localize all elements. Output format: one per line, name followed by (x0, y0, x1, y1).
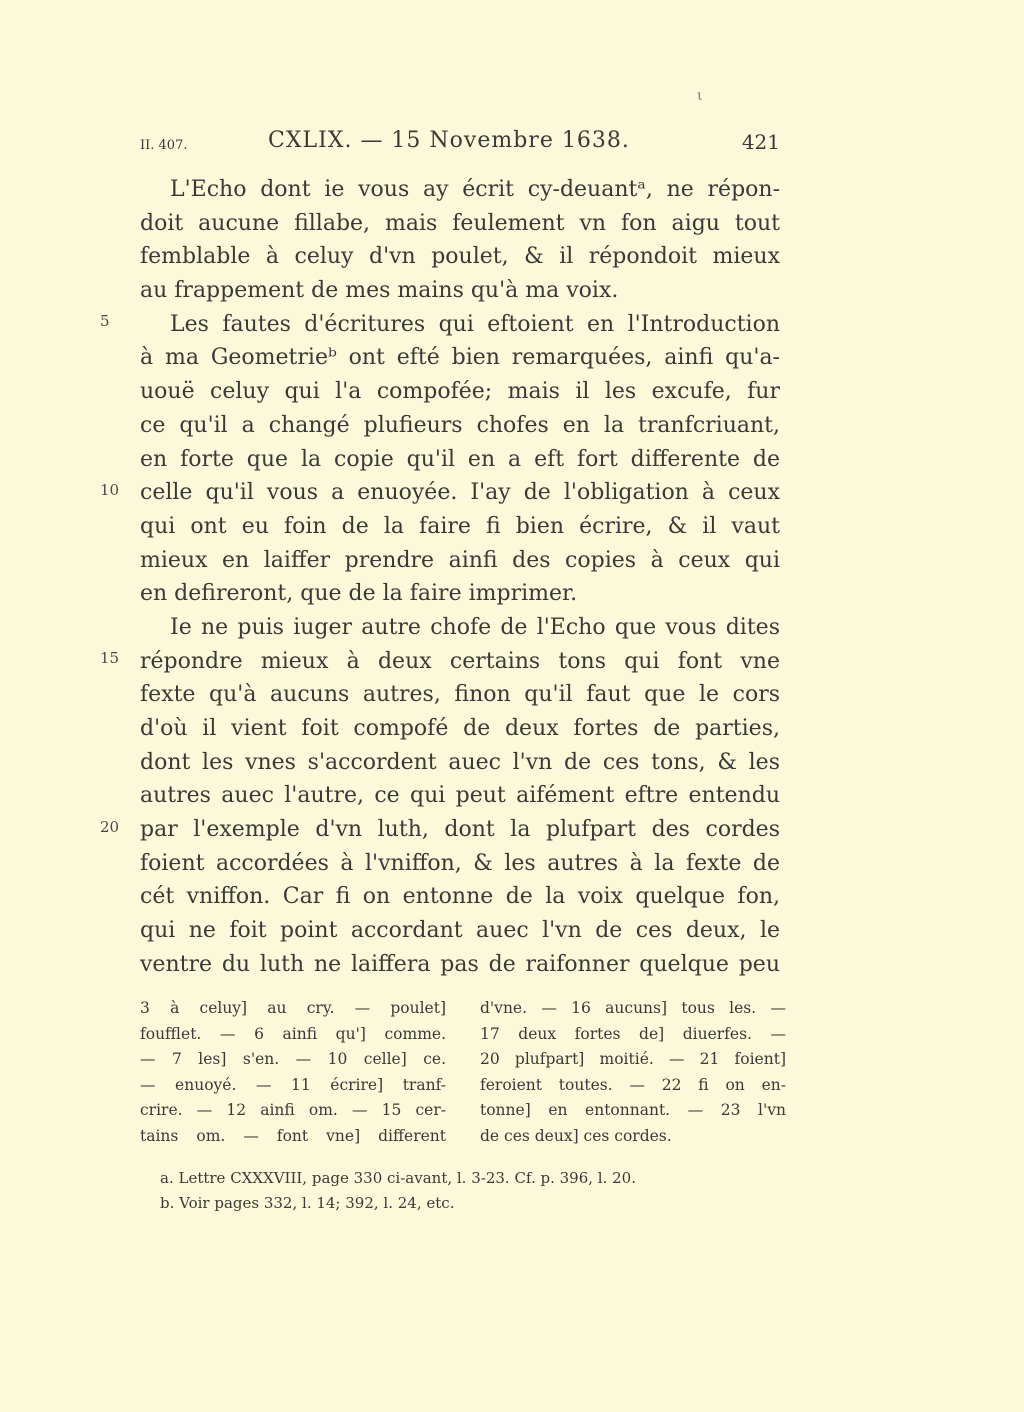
running-header (140, 128, 780, 158)
body-line: Ie ne puis iuger autre chofe de l'Echo que vous dites (170, 614, 780, 640)
body-line: qui ne foit point accordant auec l'vn de ces deux, le (140, 918, 780, 944)
note-line: tonne] en entonnant. — 23 l'vn (480, 1101, 786, 1119)
body-line: autres auec l'autre, ce qui peut aifément eftre entendu (140, 783, 780, 809)
note-line: 3 à celuy] au cry. — poulet] (140, 999, 446, 1017)
note-line: feroient toutes. — 22 fi on en- (480, 1075, 786, 1094)
footnote-b: b. Voir pages 332, l. 14; 392, l. 24, etc. (160, 1194, 455, 1212)
note-line: — enuoyé. — 11 écrire] tranf- (140, 1075, 446, 1094)
body-line: foient accordées à l'vniffon, & les autres à la fexte de (140, 850, 780, 876)
variant-notes-right (480, 996, 786, 1149)
note-line: tains om. — font vne] different (140, 1126, 446, 1145)
header-title: CXLIX. — 15 Novembre 1638. (268, 128, 630, 153)
body-line: L'Echo dont ie vous ay écrit cy-deuantᵃ, ne répon- (170, 177, 780, 202)
note-line: crire. — 12 ainfi om. — 15 cer- (140, 1101, 446, 1119)
body-line: Les fautes d'écritures qui eftoient en l'Introduction (170, 311, 780, 337)
body-line: dont les vnes s'accordent auec l'vn de ces tons, & les (140, 749, 780, 775)
footnotes (160, 1166, 780, 1216)
body-line: en forte que la copie qu'il en a eft fort differente de (140, 446, 780, 472)
body-line: qui ont eu foin de la faire fi bien écrire, & il vaut (140, 513, 780, 539)
header-reference: II. 407. (140, 138, 188, 153)
footnote-a: a. Lettre CXXXVIII, page 330 ci-avant, l. 3-23. Cf. p. 396, l. 20. (160, 1169, 636, 1187)
body-line: doit aucune fillabe, mais feulement vn fon aigu tout (140, 210, 780, 236)
letter-body (140, 173, 780, 982)
line-number: 15 (100, 649, 120, 667)
note-line: d'vne. — 16 aucuns] tous les. — (480, 999, 786, 1017)
variant-notes-left (140, 996, 446, 1149)
line-number: 5 (100, 312, 110, 330)
body-line: ce qu'il a changé plufieurs chofes en la tranfcriuant, (140, 412, 780, 438)
body-line: fexte qu'à aucuns autres, finon qu'il faut que le cors (140, 682, 780, 708)
body-line: celle qu'il vous a enuoyée. I'ay de l'obligation à ceux (140, 480, 780, 506)
body-line: au frappement de mes mains qu'à ma voix. (140, 278, 619, 304)
note-line: de ces deux] ces cordes. (480, 1126, 672, 1145)
body-line: par l'exemple d'vn luth, dont la plufpart des cordes (140, 817, 780, 843)
body-line: femblable à celuy d'vn poulet, & il répondoit mieux (140, 244, 780, 270)
note-line: foufflet. — 6 ainfi qu'] comme. (140, 1024, 446, 1043)
page-number: 421 (741, 130, 780, 154)
body-line: mieux en laiffer prendre ainfi des copies à ceux qui (140, 547, 780, 573)
body-line: d'où il vient foit compofé de deux fortes de parties, (140, 716, 780, 741)
body-line: uouë celuy qui l'a compofée; mais il les excufe, fur (140, 379, 780, 405)
body-line: en defireront, que de la faire imprimer. (140, 581, 578, 607)
line-number: 20 (100, 818, 120, 836)
body-line: à ma Geometrieᵇ ont efté bien remarquées, ainfi qu'a- (140, 345, 780, 371)
note-line: 20 plufpart] moitié. — 21 foient] (480, 1050, 786, 1068)
note-line: 17 deux fortes de] diuerfes. — (480, 1024, 786, 1043)
line-number: 10 (100, 481, 120, 499)
stray-mark: ι (697, 88, 703, 104)
body-line: cét vniffon. Car fi on entonne de la voix quelque fon, (140, 884, 780, 910)
body-line: ventre du luth ne laiffera pas de raifonner quelque peu (140, 951, 780, 977)
note-line: — 7 les] s'en. — 10 celle] ce. (140, 1050, 446, 1068)
body-line: répondre mieux à deux certains tons qui font vne (140, 648, 780, 674)
